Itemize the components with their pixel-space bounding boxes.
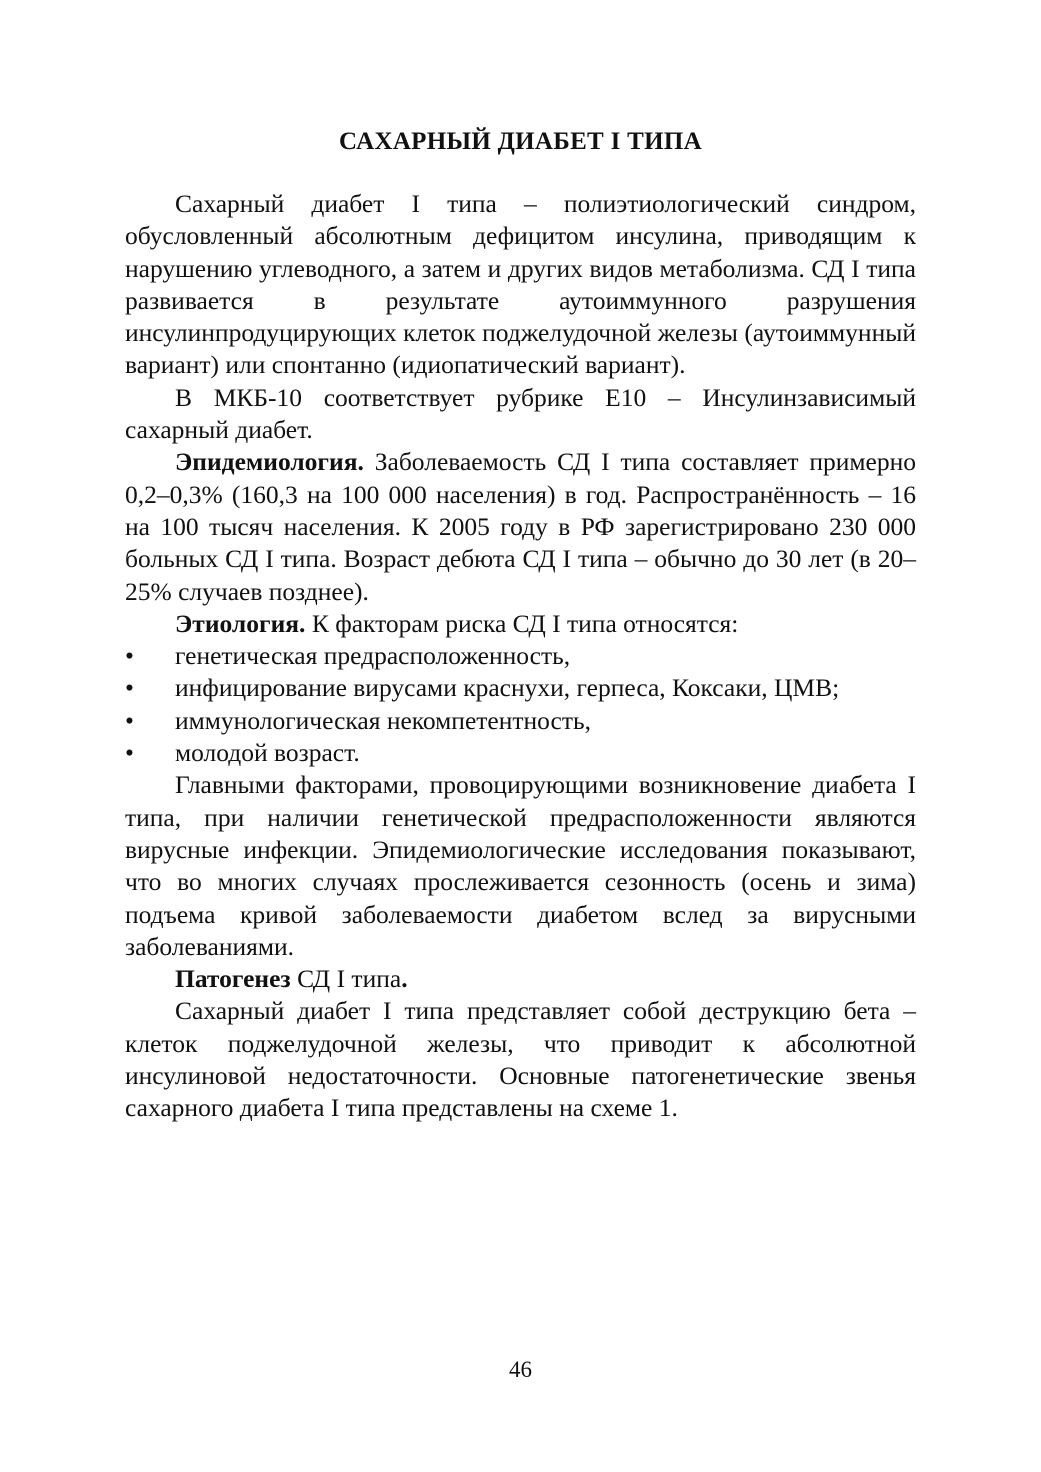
pathogenesis-paragraph: Сахарный диабет I типа представляет собой деструкцию бета – клеток поджелудочной железы, что приводит к абсолютной инсулиновой недостаточности. Основные патогенетические звенья сахарного диабета I типа представлены на схеме 1. — [125, 996, 916, 1123]
list-item — [125, 672, 916, 704]
list-item-text: иммунологическая некомпетентность, — [175, 705, 592, 735]
list-item — [125, 737, 916, 769]
list-item-text: молодой возраст. — [175, 738, 360, 768]
list-item — [125, 705, 916, 737]
risk-factor-list — [125, 640, 916, 769]
bullet-icon: • — [125, 673, 134, 703]
main-factors-paragraph: Главными факторами, провоцирующими возникновение диабета I типа, при наличии генетической предрасположенности являются вирусные инфекции. Эпидемиологические исследования показывают, что во многих случаях прослеживается сезонность (осень и зима) подъема кривой заболеваемости диабетом вслед за вирусными заболеваниями. — [125, 770, 916, 961]
pathogenesis-dot: . — [401, 964, 408, 994]
list-item — [125, 640, 916, 672]
page-number: 46 — [509, 1357, 532, 1382]
epidemiology-text: Заболеваемость СД I типа составляет примерно 0,2–0,3% (160,3 на 100 000 населения) в год. Распространённость – 16 на 100 тысяч населения. К 2005 году в РФ зарегистрировано 230 000 больных СД I типа. Возраст дебюта СД I типа – обычно до 30 лет (в 20–25% случаев позднее). — [125, 447, 916, 606]
page-title: САХАРНЫЙ ДИАБЕТ I ТИПА — [339, 128, 702, 155]
icd-paragraph: В МКБ-10 соответствует рубрике Е10 – Инсулинзависимый сахарный диабет. — [125, 382, 916, 445]
etiology-paragraph — [125, 608, 916, 640]
list-item-text: генетическая предрасположенность, — [175, 641, 571, 671]
pathogenesis-heading: Патогенез — [175, 964, 291, 994]
definition-paragraph: Сахарный диабет I типа – полиэтиологический синдром, обусловленный абсолютным дефицитом инсулина, приводящим к нарушению углеводного, а затем и других видов метаболизма. СД I типа развивается в результате аутоиммунного разрушения инсулинпродуцирующих клеток поджелудочной железы (аутоиммунный вариант) или спонтанно (идиопатический вариант). — [125, 189, 916, 380]
bullet-icon: • — [125, 738, 134, 768]
etiology-heading: Этиология. — [175, 608, 306, 638]
bullet-icon: • — [125, 705, 134, 735]
epidemiology-paragraph — [125, 446, 916, 607]
bullet-icon: • — [125, 641, 134, 671]
document-body — [125, 188, 916, 1125]
pathogenesis-heading-paragraph — [125, 963, 916, 995]
etiology-text: К факторам риска СД I типа относятся: — [305, 608, 739, 638]
pathogenesis-subject: СД I типа — [290, 964, 402, 994]
epidemiology-heading: Эпидемиология. — [175, 447, 364, 477]
list-item-text: инфицирование вирусами краснухи, герпеса, Коксаки, ЦМВ; — [175, 673, 840, 703]
